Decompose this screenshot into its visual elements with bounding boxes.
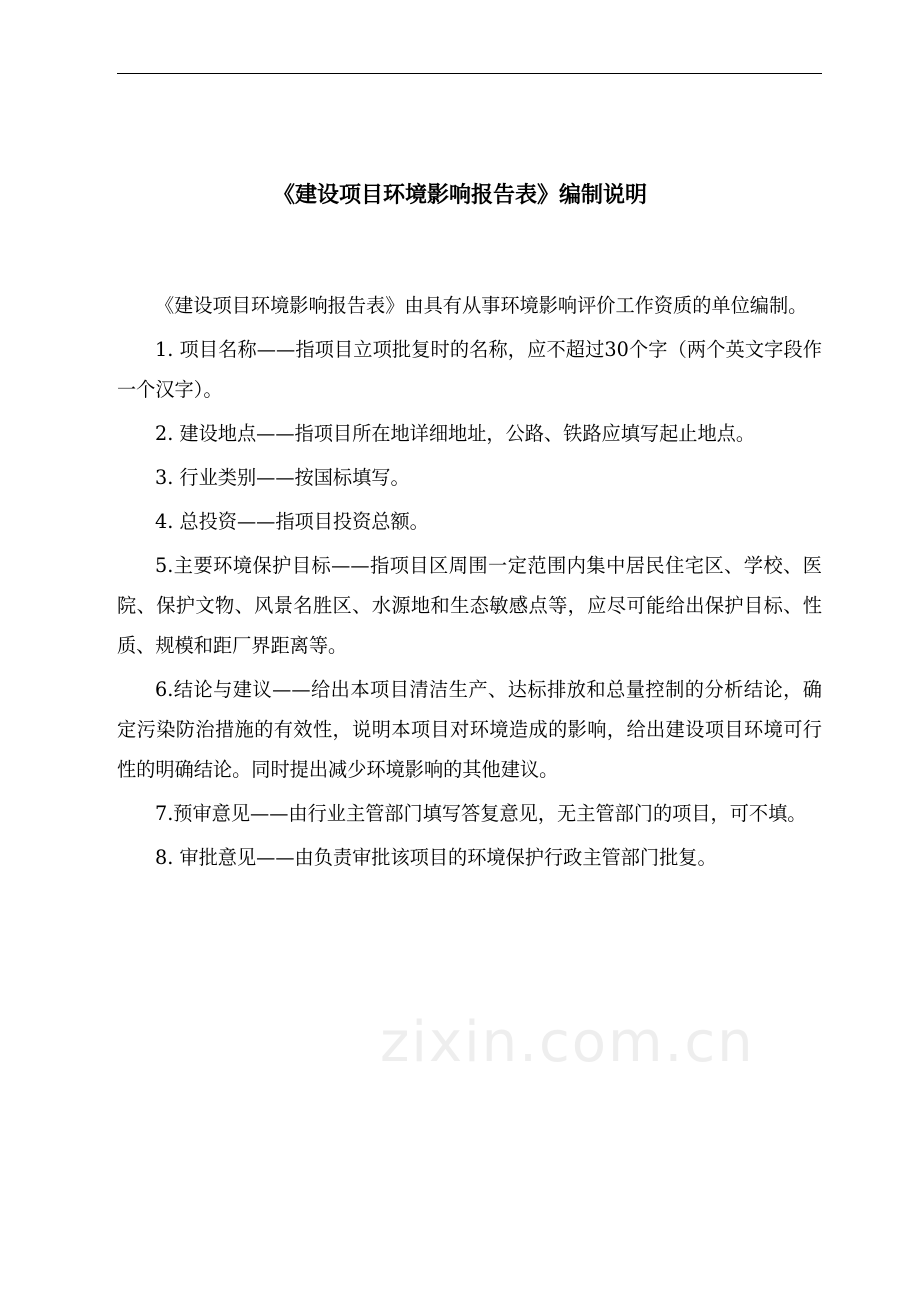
header-rule [117, 73, 822, 74]
item-project-name: 1. 项目名称——指项目立项批复时的名称，应不超过30个字（两个英文字段作一个汉字）。 [117, 338, 822, 401]
document-body [117, 286, 822, 882]
item-protection-targets: 5.主要环境保护目标——指项目区周围一定范围内集中居民住宅区、学校、医院、保护文物、风景名胜区、水源地和生态敏感点等，应尽可能给出保护目标、性质、规模和距厂界距离等。 [117, 554, 822, 657]
document-title: 《建设项目环境影响报告表》编制说明 [272, 183, 647, 208]
intro-paragraph: 《建设项目环境影响报告表》由具有从事环境影响评价工作资质的单位编制。 [155, 294, 808, 317]
item-construction-site: 2. 建设地点——指项目所在地详细地址，公路、铁路应填写起止地点。 [155, 422, 756, 445]
item-industry-category: 3. 行业类别——按国标填写。 [155, 466, 410, 489]
item-preliminary-review: 7.预审意见——由行业主管部门填写答复意见，无主管部门的项目，可不填。 [155, 802, 807, 825]
item-total-investment: 4. 总投资——指项目投资总额。 [155, 510, 429, 533]
item-approval-opinion: 8. 审批意见——由负责审批该项目的环境保护行政主管部门批复。 [155, 846, 717, 869]
item-conclusions: 6.结论与建议——给出本项目清洁生产、达标排放和总量控制的分析结论，确定污染防治措施的有效性，说明本项目对环境造成的影响，给出建设项目环境可行性的明确结论。同时提出减少环境影响的其他建议。 [117, 678, 822, 781]
watermark: zixin.com.cn [380, 1010, 755, 1075]
